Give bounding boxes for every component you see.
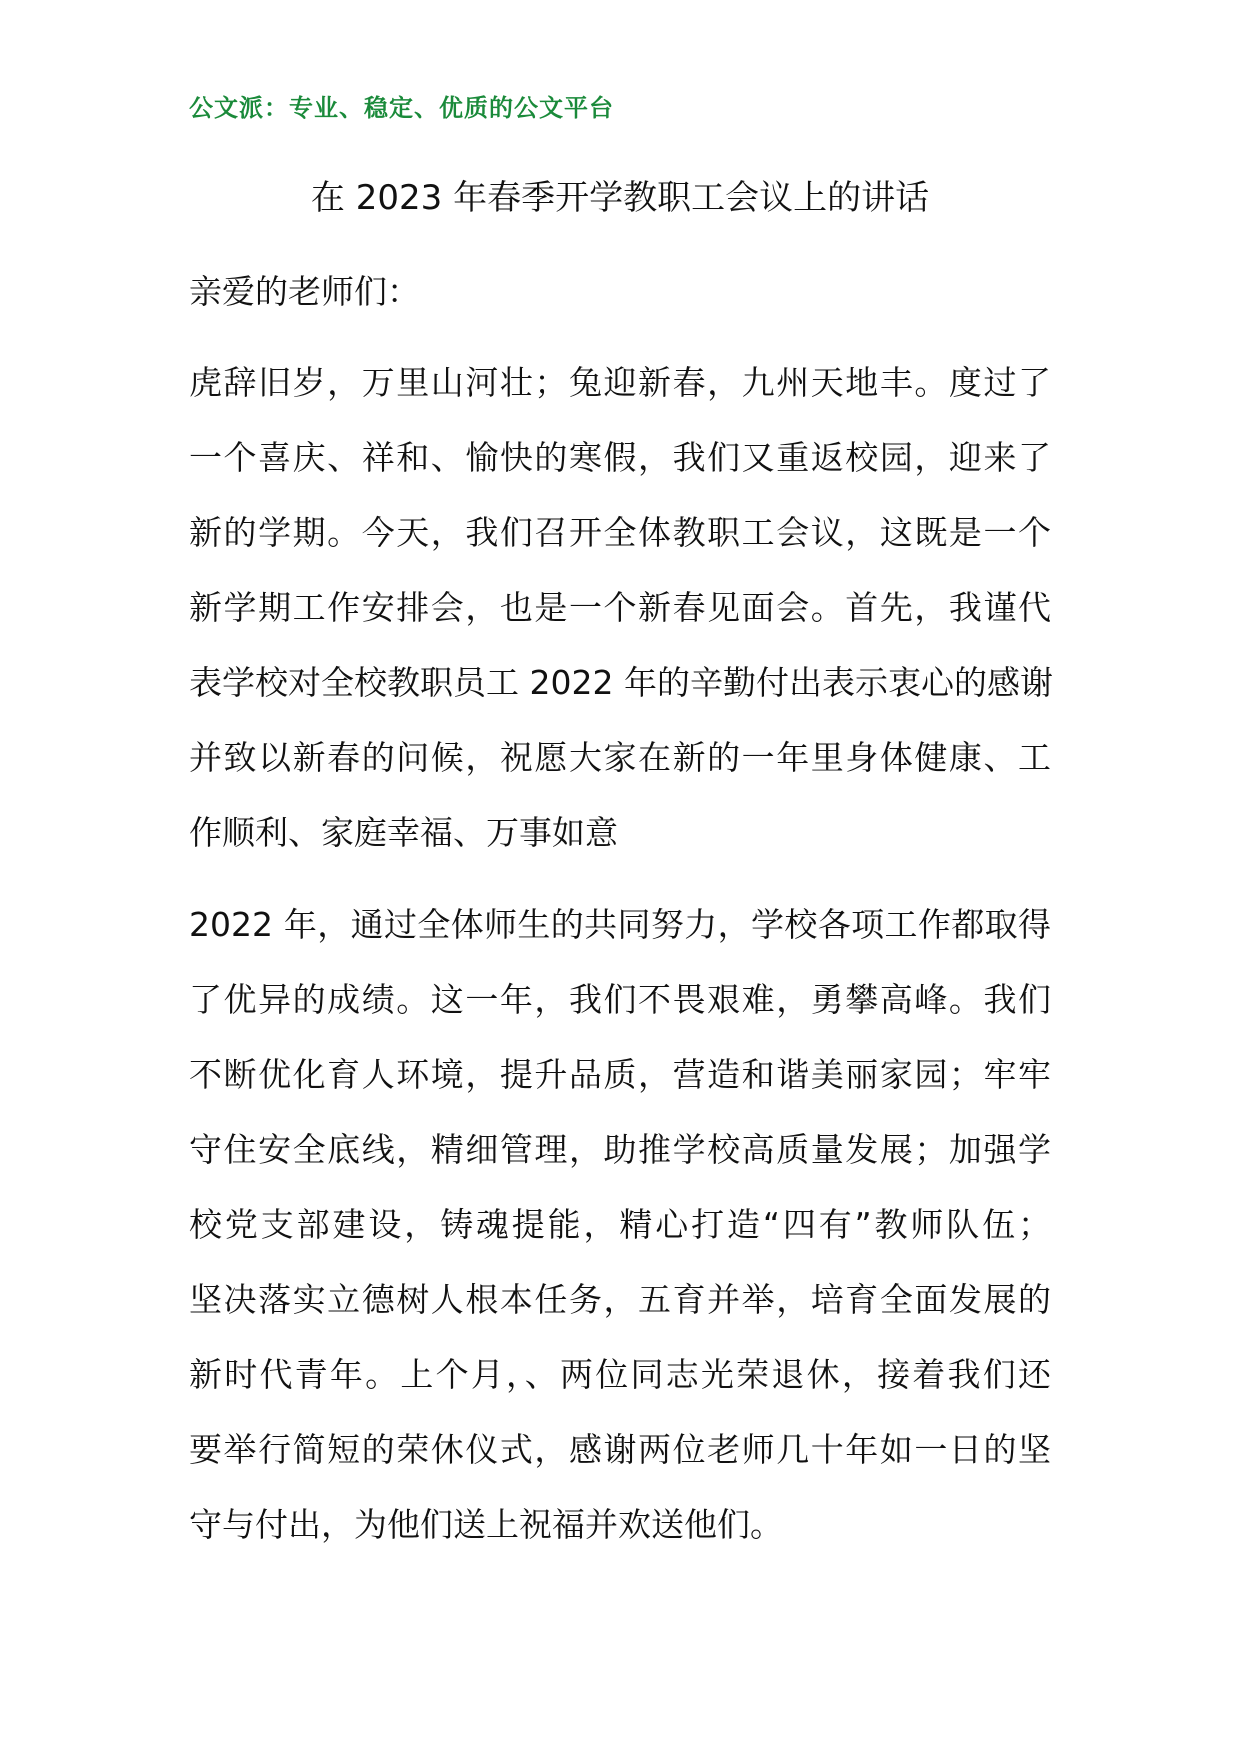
paragraph-line: 了优异的成绩。这一年，我们不畏艰难，勇攀高峰。我们	[189, 980, 1051, 1019]
platform-header: 公文派：专业、稳定、优质的公文平台	[189, 94, 614, 122]
paragraph-line: 并致以新春的问候，祝愿大家在新的一年里身体健康、工	[189, 738, 1051, 777]
paragraph-line: 校党支部建设，铸魂提能，精心打造“四有”教师队伍；	[189, 1205, 1051, 1244]
salutation: 亲爱的老师们：	[189, 272, 420, 311]
document-title: 在 2023 年春季开学教职工会议上的讲话	[310, 178, 930, 218]
paragraph-line: 守与付出，为他们送上祝福并欢送他们。	[189, 1505, 783, 1544]
paragraph-line: 表学校对全校教职员工 2022 年的辛勤付出表示衷心的感谢	[189, 663, 1053, 702]
paragraph-line: 新时代青年。上个月，、两位同志光荣退休，接着我们还	[189, 1355, 1051, 1394]
paragraph-line: 要举行简短的荣休仪式，感谢两位老师几十年如一日的坚	[189, 1430, 1051, 1469]
paragraph-line: 不断优化育人环境，提升品质，营造和谐美丽家园；牢牢	[189, 1055, 1051, 1094]
paragraph-line: 新学期工作安排会，也是一个新春见面会。首先，我谨代	[189, 588, 1051, 627]
paragraph-line: 虎辞旧岁，万里山河壮；兔迎新春，九州天地丰。度过了	[189, 363, 1051, 402]
paragraph-line: 2022 年，通过全体师生的共同努力，学校各项工作都取得	[189, 905, 1051, 944]
paragraph-line: 一个喜庆、祥和、愉快的寒假，我们又重返校园，迎来了	[189, 438, 1051, 477]
paragraph-line: 作顺利、家庭幸福、万事如意	[189, 813, 618, 852]
paragraph-2	[189, 887, 1051, 1562]
paragraph-line: 新的学期。今天，我们召开全体教职工会议，这既是一个	[189, 513, 1051, 552]
paragraph-line: 守住安全底线，精细管理，助推学校高质量发展；加强学	[189, 1130, 1051, 1169]
paragraph-1	[189, 345, 1051, 870]
paragraph-line: 坚决落实立德树人根本任务，五育并举，培育全面发展的	[189, 1280, 1051, 1319]
